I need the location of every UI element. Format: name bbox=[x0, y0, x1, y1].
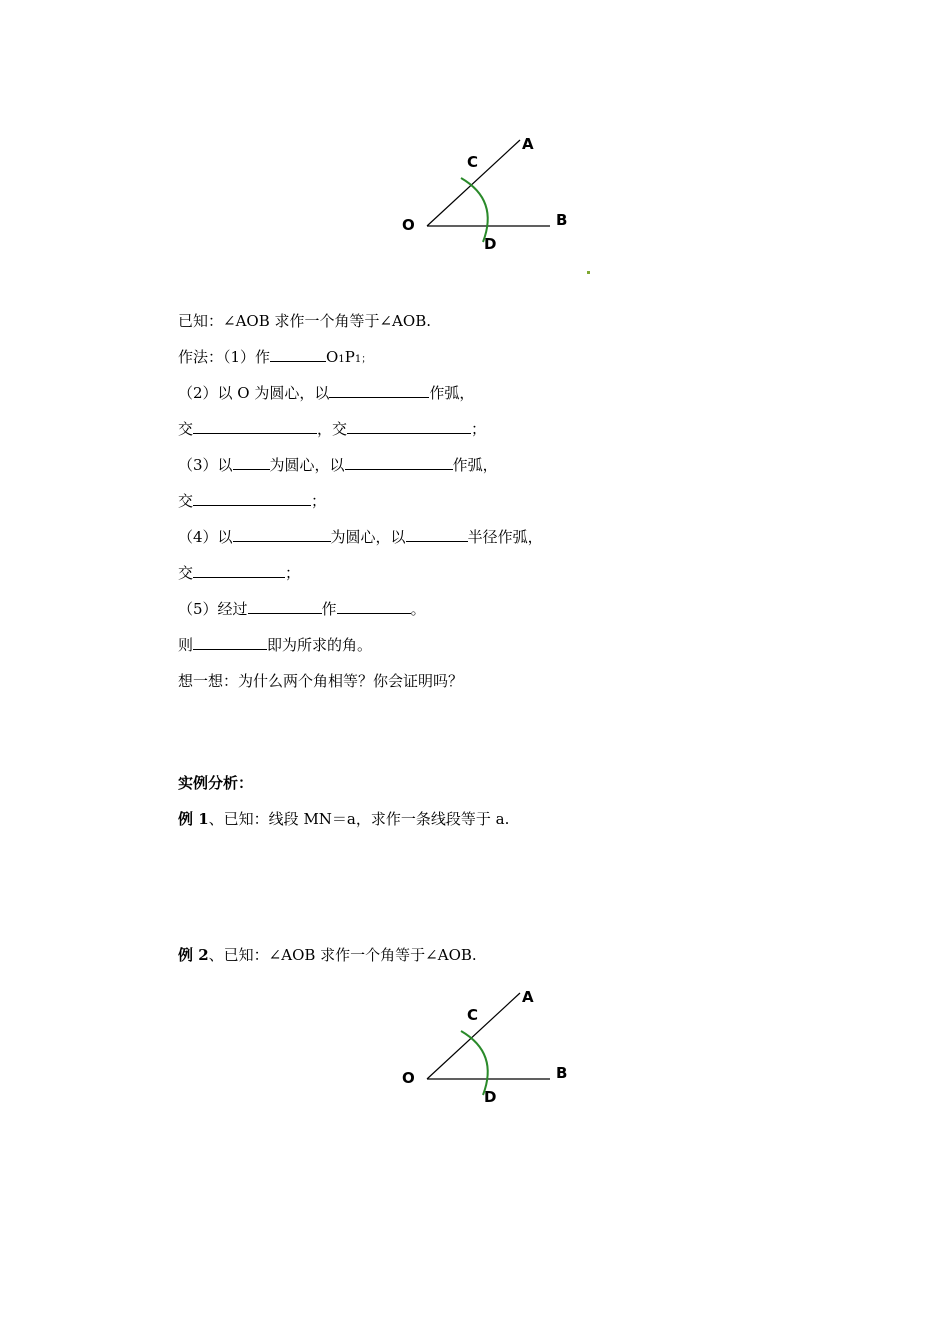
step3-b: 为圆心，以 bbox=[269, 456, 345, 474]
method-p: P bbox=[344, 348, 355, 366]
blank-3[interactable] bbox=[193, 419, 317, 434]
ex2-label: 例 2 bbox=[178, 946, 209, 964]
analysis-heading bbox=[178, 773, 253, 793]
blank-11[interactable] bbox=[248, 599, 322, 614]
stray-dot bbox=[587, 271, 590, 274]
ex1-label: 例 1 bbox=[178, 810, 209, 828]
then-line bbox=[178, 635, 372, 655]
step2-a: （2）以 O 为圆心，以 bbox=[178, 384, 330, 402]
step5-c: 。 bbox=[410, 600, 426, 618]
blank-2[interactable] bbox=[329, 383, 429, 398]
then-b: 即为所求的角。 bbox=[267, 636, 373, 654]
jiao-3: 交 bbox=[178, 564, 194, 582]
semicolon-2: ； bbox=[311, 492, 327, 510]
angle-figure-top bbox=[395, 130, 595, 260]
analysis-text: 实例分析： bbox=[178, 774, 254, 792]
blank-6[interactable] bbox=[345, 455, 453, 470]
blank-7[interactable] bbox=[193, 491, 311, 506]
example-2 bbox=[178, 945, 477, 965]
method-o: O bbox=[326, 348, 339, 366]
sub-p1: 1； bbox=[354, 354, 372, 365]
method-step3 bbox=[178, 455, 498, 475]
blank-1[interactable] bbox=[270, 347, 326, 362]
step4-c: 半径作弧， bbox=[467, 528, 543, 546]
then-a: 则 bbox=[178, 636, 194, 654]
method-step3-cont bbox=[178, 491, 326, 511]
method-step4-cont bbox=[178, 563, 300, 583]
label-a-2: A bbox=[522, 988, 534, 1006]
label-a: A bbox=[522, 135, 534, 153]
method-step2-cont bbox=[178, 419, 486, 439]
blank-10[interactable] bbox=[193, 563, 285, 578]
blank-5[interactable] bbox=[233, 455, 270, 470]
label-o: O bbox=[402, 216, 415, 234]
blank-12[interactable] bbox=[337, 599, 411, 614]
angle-figure-bottom bbox=[395, 983, 595, 1113]
given-text: 已知：∠AOB 求作一个角等于∠AOB. bbox=[178, 312, 431, 330]
step5-a: （5）经过 bbox=[178, 600, 248, 618]
jiao-1: 交 bbox=[178, 420, 194, 438]
blank-13[interactable] bbox=[193, 635, 267, 650]
think-line bbox=[178, 671, 463, 691]
given-line bbox=[178, 311, 431, 331]
label-d: D bbox=[484, 235, 497, 253]
step3-a: （3）以 bbox=[178, 456, 233, 474]
label-o-2: O bbox=[402, 1069, 415, 1087]
think-text: 想一想：为什么两个角相等？你会证明吗？ bbox=[178, 672, 464, 690]
label-b: B bbox=[556, 211, 568, 229]
semicolon-3: ； bbox=[285, 564, 301, 582]
step4-b: 为圆心，以 bbox=[330, 528, 406, 546]
sub-o1: 1 bbox=[338, 354, 345, 365]
method-step5 bbox=[178, 599, 426, 619]
jiao-2: 交 bbox=[178, 492, 194, 510]
ex1-text: 、已知：线段 MN＝a，求作一条线段等于 a. bbox=[208, 810, 510, 828]
blank-4[interactable] bbox=[347, 419, 471, 434]
step2-b: 作弧， bbox=[429, 384, 475, 402]
method-step2 bbox=[178, 383, 474, 403]
blank-8[interactable] bbox=[233, 527, 331, 542]
arc-cd bbox=[461, 178, 488, 242]
step4-a: （4）以 bbox=[178, 528, 233, 546]
label-d-2: D bbox=[484, 1088, 497, 1106]
arc-cd-2 bbox=[461, 1031, 488, 1095]
label-c: C bbox=[467, 153, 479, 171]
step3-c: 作弧， bbox=[452, 456, 498, 474]
method-prefix: 作法：（1）作 bbox=[178, 348, 271, 366]
label-c-2: C bbox=[467, 1006, 479, 1024]
ex2-text: 、已知：∠AOB 求作一个角等于∠AOB. bbox=[208, 946, 477, 964]
step5-b: 作 bbox=[321, 600, 337, 618]
method-step1 bbox=[178, 347, 371, 370]
method-step4 bbox=[178, 527, 543, 547]
blank-9[interactable] bbox=[406, 527, 468, 542]
semicolon-1: ； bbox=[471, 420, 487, 438]
comma-jiao: ，交 bbox=[317, 420, 348, 438]
label-b-2: B bbox=[556, 1064, 568, 1082]
example-1 bbox=[178, 809, 509, 829]
